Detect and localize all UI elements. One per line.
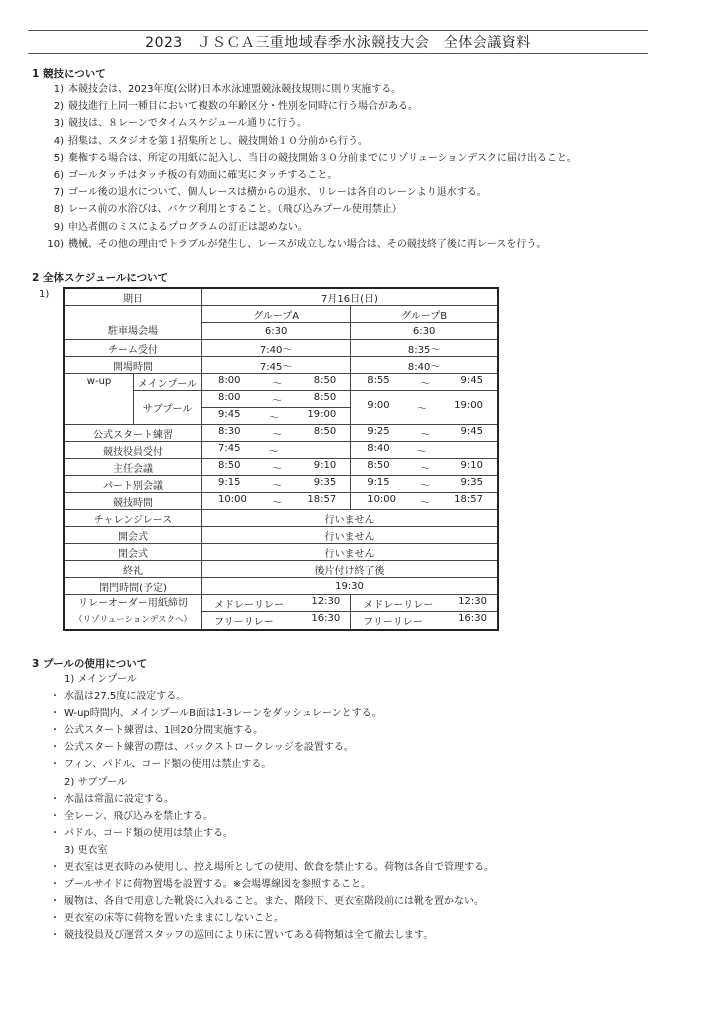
part-b-start: 9:15 (367, 476, 390, 488)
bullet-text: 更衣室の床等に荷物を置いたままにしないこと。 (64, 913, 284, 925)
sub-b-end: 19:00 (454, 400, 483, 411)
schedule-table (63, 287, 499, 631)
end-label: 終礼 (64, 561, 201, 578)
section1-heading: 1 競技について (32, 68, 106, 80)
closing-value: 行いません (201, 544, 498, 561)
rule-item (36, 150, 577, 167)
part-b-end: 9:35 (460, 476, 483, 488)
top-rule (28, 30, 648, 31)
rule-item (36, 81, 577, 98)
sub-pool-rule (50, 825, 494, 842)
rule-item (36, 236, 577, 253)
section3-heading: 3 プールの使用について (32, 658, 148, 670)
bullet-text: パドル、コード類の使用は禁止する。 (64, 827, 233, 839)
chief-label: 主任会議 (64, 459, 201, 476)
parking-a: 6:30 (201, 323, 350, 340)
part-a-end: 9:35 (313, 476, 337, 488)
staff-label: 競技役員受付 (64, 442, 201, 459)
challenge-label: チャレンジレース (64, 510, 201, 527)
tilde: ～ (272, 497, 283, 509)
tilde: ～ (272, 429, 283, 441)
main-a-end: 8:50 (313, 374, 337, 386)
relay-sublabel: （リゾリューションデスクへ） (73, 615, 193, 625)
race-label: 競技時間 (64, 493, 201, 510)
rule-number: 7) (53, 187, 64, 199)
team-a: 7:40～ (201, 340, 350, 357)
sub-pool-rule (50, 791, 494, 808)
relay-a-free-time: 16:30 (311, 613, 341, 625)
section2-heading: 2 全体スケジュールについて (32, 272, 169, 284)
main-b-end: 9:45 (460, 374, 483, 386)
sub-a-start1: 8:00 (217, 391, 241, 403)
rule-text: 本競技会は、2023年度(公財)日本水泳連盟競泳競技規則に則り実施する。 (68, 84, 402, 95)
locker-rule (50, 876, 494, 893)
chief-b-start: 8:50 (367, 459, 390, 471)
team-label: チーム受付 (64, 340, 201, 357)
bullet-text: 水温は27.5度に設定する。 (64, 691, 187, 703)
bullet-text: プールサイドに荷物置場を設置する。※会場導線図を参照すること。 (64, 879, 372, 891)
date-value: 7月16日(日) (201, 288, 498, 306)
schedule-item-number: 1) (39, 289, 50, 300)
main-pool-rule (50, 688, 494, 705)
relay-a-free: フリーリレー (213, 617, 274, 629)
bullet-text: W-up時間内、メインプールB面は1-3レーンをダッシュレーンとする。 (64, 708, 382, 720)
relay-a-medley: メドレーリレー (213, 599, 284, 611)
chief-a-end: 9:10 (313, 459, 337, 471)
rule-number: 5) (53, 152, 64, 164)
official-b-end: 9:45 (460, 425, 483, 437)
locker-rule (50, 910, 494, 927)
bullet-icon: ・ (50, 793, 60, 805)
chief-b-end: 9:10 (460, 459, 483, 471)
bullet-text: 更衣室は更衣時のみ使用し、控え場所としての使用、飲食を禁止する。荷物は各自で管理する。 (64, 862, 494, 874)
relay-a-medley-time: 12:30 (311, 595, 341, 607)
tilde: ～ (416, 446, 427, 458)
sub-pool-rule (50, 808, 494, 825)
bullet-icon: ・ (50, 827, 60, 839)
rule-number: 10) (47, 238, 64, 250)
section1-list (36, 81, 577, 253)
bullet-text: 公式スタート練習の際は、バックストロークレッジを設置する。 (64, 742, 354, 754)
tilde: ～ (420, 378, 431, 390)
rule-text: 申込者側のミスによるプログラムの訂正は認めない。 (68, 221, 308, 233)
gate-value: 19:30 (201, 578, 498, 595)
group-a-header: グループA (201, 306, 350, 323)
open-a: 7:45～ (201, 357, 350, 374)
rule-number: 9) (53, 221, 64, 233)
part-a-start: 9:15 (217, 476, 241, 488)
bullet-text: 履物は、各自で用意した靴袋に入れること。また、階段下、更衣室階段前には靴を置かない。 (64, 896, 484, 908)
main-pool-heading: 1) メインプール (64, 674, 137, 685)
rule-text: 招集は、スタジオを第１招集所とし、競技開始１０分前から行う。 (68, 135, 368, 147)
rule-text: ゴール後の退水について、個人レースは横からの退水、リレーは各自のレーンより退水する。 (68, 187, 487, 199)
rule-item (36, 167, 577, 184)
locker-rule (50, 859, 494, 876)
tilde: ～ (420, 480, 431, 492)
rule-number: 8) (53, 204, 64, 216)
rule-text: ゴールタッチはタッチ板の有効面に確実にタッチすること。 (68, 170, 338, 182)
official-b-start: 9:25 (367, 425, 390, 437)
bullet-icon: ・ (50, 759, 60, 771)
rule-text: 競技進行上同一種目において複数の年齢区分・性別を同時に行う場合がある。 (68, 101, 418, 113)
rule-number: 1) (53, 84, 64, 95)
sub-pool-heading: 2) サブプール (64, 776, 127, 788)
relay-label: リレーオーダー用紙締切 (78, 598, 188, 609)
bullet-icon: ・ (50, 879, 60, 891)
bullet-icon: ・ (50, 913, 60, 925)
rule-text: 競技は、８レーンでタイムスケジュール通りに行う。 (68, 118, 307, 130)
rule-text: 棄権する場合は、所定の用紙に記入し、当日の競技開始３０分前までにリゾリューションデスクに届け出ること。 (68, 152, 577, 164)
group-b-header: グループB (351, 306, 498, 323)
rule-item (36, 219, 577, 236)
rule-number: 2) (53, 101, 64, 113)
main-a-start: 8:00 (217, 374, 241, 386)
open-label: 開場時間 (64, 357, 201, 374)
main-pool-rule (50, 722, 494, 739)
sub-a-end2: 19:00 (307, 408, 337, 420)
bullet-icon: ・ (50, 708, 60, 720)
tilde: ～ (268, 446, 279, 458)
bullet-text: フィン、パドル、コード類の使用は禁止する。 (64, 759, 272, 771)
end-value: 後片付け終了後 (201, 561, 498, 578)
challenge-value: 行いません (201, 510, 498, 527)
relay-b-medley-time: 12:30 (458, 595, 487, 607)
race-a-start: 10:00 (217, 493, 247, 505)
official-a-end: 8:50 (313, 425, 337, 437)
staff-b-start: 8:40 (367, 442, 390, 454)
race-a-end: 18:57 (307, 493, 337, 505)
date-label: 期日 (64, 288, 201, 306)
bullet-icon: ・ (50, 725, 60, 737)
locker-rule (50, 927, 494, 944)
main-pool-rule (50, 705, 494, 722)
sub-a-start2: 9:45 (217, 408, 241, 420)
rule-item (36, 201, 577, 218)
tilde: ～ (268, 412, 279, 424)
sub-pool-label: サブプール (134, 391, 202, 425)
part-label: パート別会議 (64, 476, 201, 493)
bullet-icon: ・ (50, 896, 60, 908)
staff-a-start: 7:45 (217, 442, 241, 454)
sub-b-start: 9:00 (367, 400, 390, 411)
tilde: ～ (272, 395, 283, 407)
main-pool-label: メインプール (134, 374, 202, 391)
rule-text: 機械、その他の理由でトラブルが発生し、レースが成立しない場合は、その競技終了後に再レースを行う。 (68, 238, 547, 250)
rule-item (36, 133, 577, 150)
tilde: ～ (272, 480, 283, 492)
bullet-text: 公式スタート練習は、1回20分間実施する。 (64, 725, 264, 737)
bullet-icon: ・ (50, 810, 60, 822)
bullet-icon: ・ (50, 742, 60, 754)
relay-b-free-time: 16:30 (458, 613, 487, 625)
rule-item (36, 98, 577, 115)
parking-b: 6:30 (351, 323, 498, 340)
relay-b-medley: メドレーリレー (363, 599, 434, 611)
bullet-text: 全レーン、飛び込みを禁止する。 (64, 810, 213, 822)
main-pool-rule (50, 756, 494, 773)
section3-list (50, 671, 494, 945)
tilde: ～ (272, 463, 283, 475)
bullet-text: 競技役員及び運営スタッフの巡回により床に置いてある荷物類は全て撤去します。 (64, 930, 434, 942)
official-a-start: 8:30 (217, 425, 241, 437)
locker-heading: 3) 更衣室 (64, 844, 108, 856)
race-b-start: 10:00 (367, 493, 397, 505)
page-title: 2023 ＪＳＣＡ三重地域春季水泳競技大会 全体会議資料 (145, 35, 531, 51)
parking-label: 駐車場会場 (107, 326, 158, 337)
rule-number: 6) (53, 170, 64, 182)
team-b: 8:35～ (351, 340, 498, 357)
bullet-icon: ・ (50, 930, 60, 942)
gate-label: 閉門時間(予定) (64, 578, 201, 595)
rule-number: 3) (53, 118, 64, 130)
opening-value: 行いません (201, 527, 498, 544)
wup-label: w-up (86, 376, 112, 387)
rule-item (36, 115, 577, 132)
locker-rule (50, 893, 494, 910)
opening-label: 開会式 (64, 527, 201, 544)
bullet-icon: ・ (50, 691, 60, 703)
chief-a-start: 8:50 (217, 459, 241, 471)
race-b-end: 18:57 (454, 493, 483, 505)
tilde: ～ (272, 378, 283, 390)
tilde: ～ (420, 497, 431, 509)
bullet-text: 水温は常温に設定する。 (64, 793, 174, 805)
main-b-start: 8:55 (367, 374, 390, 386)
relay-b-free: フリーリレー (363, 617, 423, 629)
rule-number: 4) (53, 135, 64, 147)
official-label: 公式スタート練習 (64, 425, 201, 442)
bullet-icon: ・ (50, 862, 60, 874)
tilde: ～ (420, 463, 431, 475)
tilde: ～ (420, 429, 431, 441)
rule-item (36, 184, 577, 201)
rule-text: レース前の水浴びは、バケツ利用とすること。（飛び込みプール使用禁止） (68, 204, 402, 216)
title-rule (28, 53, 648, 54)
open-b: 8:40～ (351, 357, 498, 374)
sub-a-end1: 8:50 (313, 391, 337, 403)
tilde: ～ (416, 404, 427, 415)
main-pool-rule (50, 739, 494, 756)
closing-label: 閉会式 (64, 544, 201, 561)
